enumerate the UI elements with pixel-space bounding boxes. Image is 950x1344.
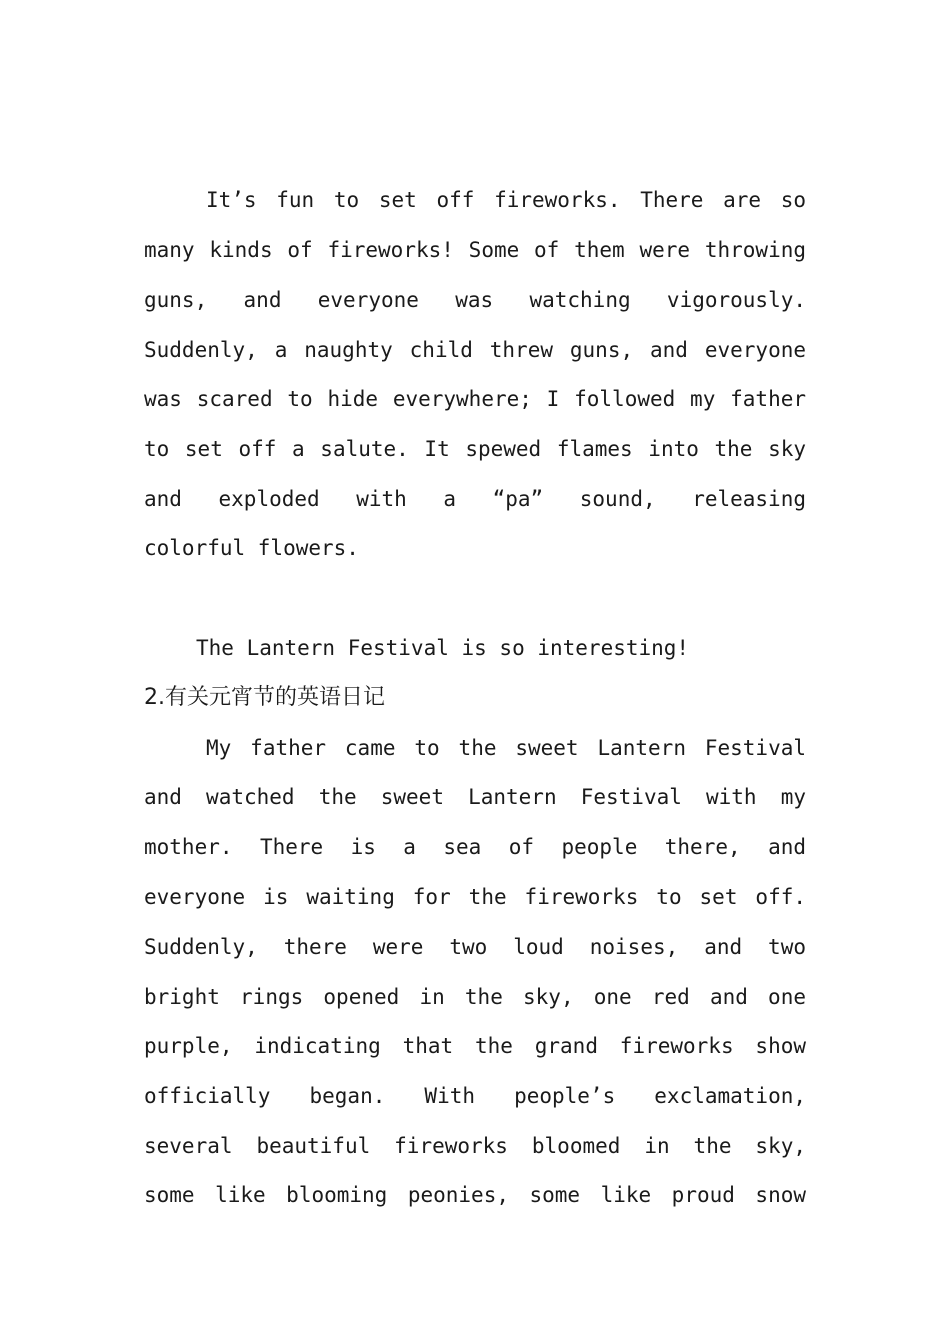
paragraph-2-line: bright rings opened in the sky, one red and one (144, 985, 806, 1009)
paragraph-2-line: everyone is waiting for the fireworks to set off. (144, 885, 806, 909)
paragraph-1-line: was scared to hide everywhere; I followed my father (144, 387, 806, 411)
paragraph-2-line: several beautiful fireworks bloomed in the sky, (144, 1134, 806, 1158)
paragraph-2-line: purple, indicating that the grand fireworks show (144, 1034, 806, 1058)
paragraph-2-line: Suddenly, there were two loud noises, and two (144, 935, 806, 959)
section-heading: 2.有关元宵节的英语日记 (144, 685, 385, 710)
paragraph-1-line: to set off a salute. It spewed flames into the sky (144, 437, 806, 461)
paragraph-2-line: officially began. With people’s exclamation, (144, 1084, 806, 1108)
paragraph-1-line: It’s fun to set off fireworks. There are so (206, 188, 806, 212)
paragraph-2-line: My father came to the sweet Lantern Festival (206, 736, 806, 760)
paragraph-1-line: Suddenly, a naughty child threw guns, and everyone (144, 338, 806, 362)
paragraph-2-line: some like blooming peonies, some like proud snow (144, 1183, 806, 1207)
paragraph-2-line: and watched the sweet Lantern Festival with my (144, 785, 806, 809)
paragraph-1-line: many kinds of fireworks! Some of them were throwing (144, 238, 806, 262)
paragraph-1-line: and exploded with a “pa” sound, releasing (144, 487, 806, 511)
paragraph-1-line: guns, and everyone was watching vigorously. (144, 288, 806, 312)
paragraph-2-line: mother. There is a sea of people there, and (144, 835, 806, 859)
paragraph-1-line: colorful flowers. (144, 536, 359, 560)
closing-line: The Lantern Festival is so interesting! (196, 636, 690, 660)
